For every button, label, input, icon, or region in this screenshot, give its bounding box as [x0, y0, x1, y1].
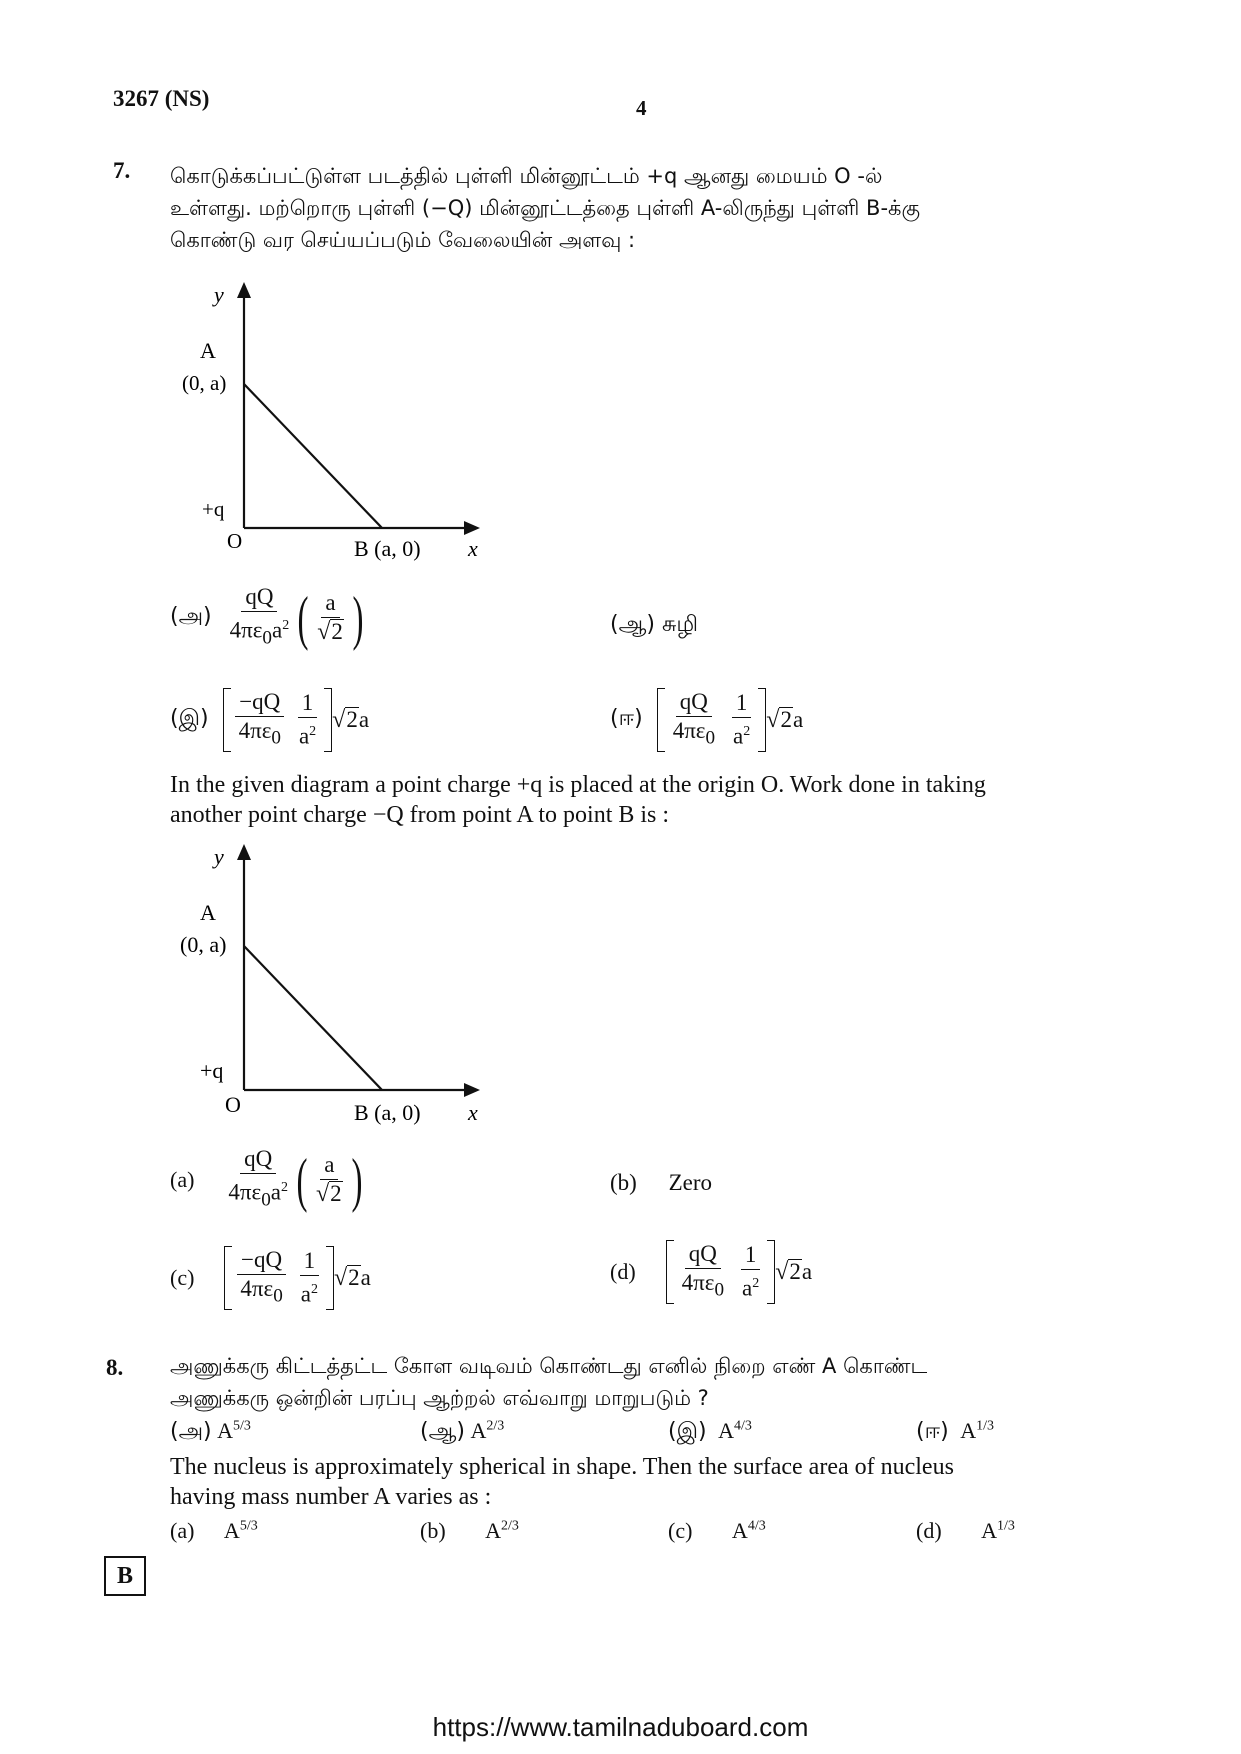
denominator — [226, 612, 294, 651]
den-sub: 0 — [262, 627, 272, 649]
x-axis-arrow — [464, 521, 480, 535]
denominator — [224, 1174, 292, 1213]
fraction-qQ — [678, 1241, 728, 1304]
option-base: A — [470, 1418, 487, 1443]
a: a — [298, 723, 310, 749]
radicand: 2 — [780, 706, 792, 732]
q8-english-option-d[interactable] — [916, 1518, 1015, 1544]
option-b-text: சுழி — [662, 612, 699, 637]
q7-tamil-option-d[interactable] — [610, 688, 803, 752]
pow: 2 — [743, 724, 751, 740]
option-label: (c) — [170, 1265, 195, 1290]
radicand: 2 — [348, 1264, 360, 1290]
option-label: (அ) — [170, 1419, 212, 1444]
left-bracket — [223, 688, 231, 752]
question-8-tamil-text — [170, 1350, 1120, 1414]
radicand: 2 — [789, 1258, 801, 1284]
paper-code: 3267 (NS) — [113, 86, 210, 111]
sqrt-2: √ 2 — [315, 1181, 342, 1208]
denominator-a2 — [297, 1276, 322, 1308]
option-exponent: 5/3 — [239, 1518, 258, 1534]
line-a-to-b — [244, 946, 382, 1090]
option-exponent: 4/3 — [747, 1518, 766, 1534]
denominator — [236, 1275, 286, 1310]
q7-english-diagram — [170, 840, 490, 1130]
point-a-label: A — [200, 900, 216, 925]
fraction — [226, 584, 294, 651]
fraction-a-sqrt2 — [313, 590, 348, 645]
numerator-one: 1 — [298, 690, 318, 718]
fraction-one-a2 — [738, 1242, 763, 1302]
q8-tamil-option-c[interactable] — [668, 1418, 752, 1447]
fraction-qQ — [669, 689, 719, 752]
sqrt-2a: √ 2 — [766, 706, 792, 733]
option-base: A — [223, 1518, 240, 1543]
option-label: (அ) — [170, 603, 212, 629]
numerator-a: a — [321, 590, 339, 618]
den-sub: 0 — [261, 1189, 271, 1211]
sqrt-2: √ 2 — [317, 619, 343, 646]
q8-tamil-option-b[interactable] — [420, 1418, 504, 1447]
right-bracket — [758, 688, 766, 752]
q8-english-line-1: The nucleus is approximately spherical in shape. Then the surface area of nucleus — [170, 1454, 954, 1480]
den-text: 4πε — [672, 717, 706, 743]
denominator — [669, 717, 719, 752]
option-exponent: 4/3 — [733, 1418, 752, 1434]
radicand: 2 — [330, 1181, 342, 1207]
fraction-neg-qQ — [236, 1247, 286, 1310]
charge-label: +q — [200, 1058, 224, 1083]
a: a — [300, 1281, 311, 1307]
sqrt-tail: a — [358, 707, 370, 732]
den-text: 4πε — [238, 717, 272, 743]
question-7-number: 7. — [113, 158, 131, 183]
radicand: 2 — [331, 619, 343, 645]
q7-english-option-d[interactable] — [610, 1240, 812, 1304]
y-axis-arrow — [237, 844, 251, 860]
option-exponent: 2/3 — [501, 1518, 519, 1534]
option-label: (d) — [916, 1518, 942, 1543]
q8-tamil-option-a[interactable] — [170, 1418, 251, 1447]
option-label: (ஆ) — [420, 1419, 465, 1444]
q8-tamil-option-d[interactable] — [916, 1418, 994, 1447]
denominator — [235, 717, 285, 752]
charge-label: +q — [202, 497, 225, 521]
option-label: (b) — [610, 1170, 637, 1195]
numerator: qQ — [240, 1146, 276, 1174]
option-base: A — [485, 1518, 502, 1543]
fraction-one-a2 — [297, 1248, 322, 1308]
den-sub: 0 — [705, 727, 716, 749]
right-bracket — [326, 1246, 334, 1310]
q8-english-option-c[interactable] — [668, 1518, 766, 1544]
sqrt-tail: a — [360, 1265, 371, 1290]
x-axis-label: x — [468, 1100, 478, 1125]
option-label: (இ) — [170, 706, 209, 731]
den-text: 4πε — [681, 1269, 715, 1295]
x-axis-arrow — [464, 1083, 480, 1097]
fraction — [224, 1146, 292, 1213]
q7-tamil-option-a[interactable] — [170, 584, 368, 651]
point-a-coords: (0, a) — [180, 932, 227, 957]
option-base: A — [960, 1418, 977, 1443]
question-7-tamil-text — [170, 160, 1120, 256]
den-pow: 2 — [282, 618, 290, 633]
fraction-neg-qQ — [235, 689, 285, 752]
point-b-label: B (a, 0) — [354, 1100, 421, 1125]
q7-tamil-line-3: கொண்டு வர செய்யப்படும் வேலையின் அளவு : — [170, 228, 636, 252]
pow: 2 — [752, 1276, 760, 1292]
den-text: 4πε — [240, 1275, 274, 1301]
option-base: A — [217, 1418, 234, 1443]
point-b-label: B (a, 0) — [354, 536, 421, 561]
q7-tamil-line-1: கொடுக்கப்பட்டுள்ள படத்தில் புள்ளி மின்னூட்டம் +q ஆனது மையம் O -ல் — [170, 164, 883, 188]
numerator-one: 1 — [732, 690, 752, 718]
right-paren: ) — [352, 584, 364, 651]
option-exponent: 2/3 — [486, 1418, 505, 1434]
point-a-label: A — [200, 338, 216, 363]
q7-tamil-diagram — [170, 278, 490, 568]
point-a-coords: (0, a) — [182, 371, 227, 395]
sqrt-2a: √ 2 — [775, 1258, 801, 1285]
option-label: (ஈ) — [916, 1419, 949, 1444]
q8-tamil-line-2: அணுக்கரு ஒன்றின் பரப்பு ஆற்றல் எவ்வாறு மாறுபடும் ? — [170, 1386, 709, 1410]
option-label: (ஈ) — [610, 706, 643, 731]
option-b-text: Zero — [668, 1170, 712, 1195]
question-8-number: 8. — [106, 1355, 124, 1380]
left-paren: ( — [296, 1146, 308, 1213]
q7-tamil-option-b[interactable] — [610, 612, 698, 640]
left-bracket — [224, 1246, 232, 1310]
q7-tamil-option-c[interactable] — [170, 688, 369, 752]
origin-label: O — [227, 529, 243, 553]
numerator: qQ — [241, 584, 277, 612]
y-axis-arrow — [237, 282, 251, 298]
page-number: 4 — [636, 96, 647, 120]
booklet-series-box: B — [104, 1556, 146, 1596]
denominator-a2 — [295, 718, 320, 750]
den-sub: 0 — [273, 1285, 283, 1307]
y-axis-label: y — [214, 844, 224, 869]
option-label: (a) — [170, 1166, 195, 1192]
option-label: (a) — [170, 1518, 195, 1543]
left-paren: ( — [297, 584, 309, 651]
radicand: 2 — [346, 706, 358, 732]
den-a: a — [271, 617, 283, 643]
right-paren: ) — [351, 1146, 363, 1213]
right-bracket — [767, 1240, 775, 1304]
den-sub: 0 — [271, 727, 281, 749]
left-bracket — [657, 688, 665, 752]
option-base: A — [731, 1518, 748, 1543]
numerator-one: 1 — [300, 1248, 320, 1276]
option-exponent: 1/3 — [976, 1418, 994, 1434]
q7-english-line-1: In the given diagram a point charge +q is placed at the origin O. Work done in taking — [170, 772, 986, 798]
numerator: qQ — [676, 689, 712, 717]
option-exponent: 5/3 — [233, 1418, 251, 1434]
pow: 2 — [309, 724, 317, 740]
option-label: (ஆ) — [610, 612, 655, 637]
a: a — [742, 1275, 753, 1301]
denominator-a2 — [738, 1270, 763, 1302]
sqrt-2a: √ 2 — [332, 706, 358, 733]
den-sub: 0 — [714, 1279, 725, 1301]
option-base: A — [718, 1418, 734, 1443]
den-pow: 2 — [281, 1180, 288, 1195]
option-label: (d) — [610, 1259, 636, 1284]
q7-english-option-b[interactable] — [610, 1170, 712, 1196]
option-label: (c) — [668, 1518, 693, 1543]
left-bracket — [666, 1240, 674, 1304]
fraction-one-a2 — [295, 690, 320, 750]
den-text: 4πε — [229, 617, 263, 643]
option-exponent: 1/3 — [997, 1518, 1015, 1534]
right-bracket — [324, 688, 332, 752]
question-8-english-text — [170, 1452, 1130, 1512]
option-base: A — [981, 1518, 998, 1543]
sqrt-2a: √ 2 — [334, 1264, 360, 1291]
q7-english-option-c[interactable] — [170, 1246, 371, 1310]
fraction-a-sqrt2 — [312, 1152, 347, 1207]
x-axis-label: x — [468, 536, 478, 561]
line-a-to-b — [244, 384, 382, 528]
q8-english-option-b[interactable] — [420, 1518, 519, 1544]
option-label: (b) — [420, 1518, 446, 1543]
numerator: −qQ — [235, 689, 284, 717]
question-7-english-text — [170, 770, 1130, 830]
q8-english-line-2: having mass number A varies as : — [170, 1484, 492, 1510]
q8-english-option-a[interactable] — [170, 1518, 258, 1544]
a: a — [733, 723, 744, 749]
q7-english-option-a[interactable] — [170, 1146, 367, 1213]
denominator — [678, 1269, 728, 1304]
q7-english-line-2: another point charge −Q from point A to point B is : — [170, 802, 670, 828]
option-label: (இ) — [668, 1419, 707, 1444]
y-axis-label: y — [214, 282, 224, 307]
den-a: a — [270, 1179, 281, 1205]
numerator: −qQ — [237, 1247, 286, 1275]
footer-url[interactable]: https://www.tamilnaduboard.com — [432, 1712, 809, 1742]
numerator-one: 1 — [741, 1242, 761, 1270]
sqrt-tail: a — [801, 1259, 813, 1284]
numerator: qQ — [685, 1241, 721, 1269]
denominator-a2 — [729, 718, 754, 750]
numerator-a: a — [320, 1152, 338, 1180]
fraction-one-a2 — [729, 690, 754, 750]
q7-tamil-line-2: உள்ளது. மற்றொரு புள்ளி (−Q) மின்னூட்டத்தை புள்ளி A-லிருந்து புள்ளி B-க்கு — [170, 196, 920, 220]
origin-label: O — [225, 1092, 241, 1117]
pow: 2 — [311, 1282, 318, 1298]
q8-tamil-line-1: அணுக்கரு கிட்டத்தட்ட கோள வடிவம் கொண்டது எனில் நிறை எண் A கொண்ட — [170, 1354, 928, 1378]
sqrt-tail: a — [792, 707, 804, 732]
den-text: 4πε — [228, 1179, 262, 1205]
